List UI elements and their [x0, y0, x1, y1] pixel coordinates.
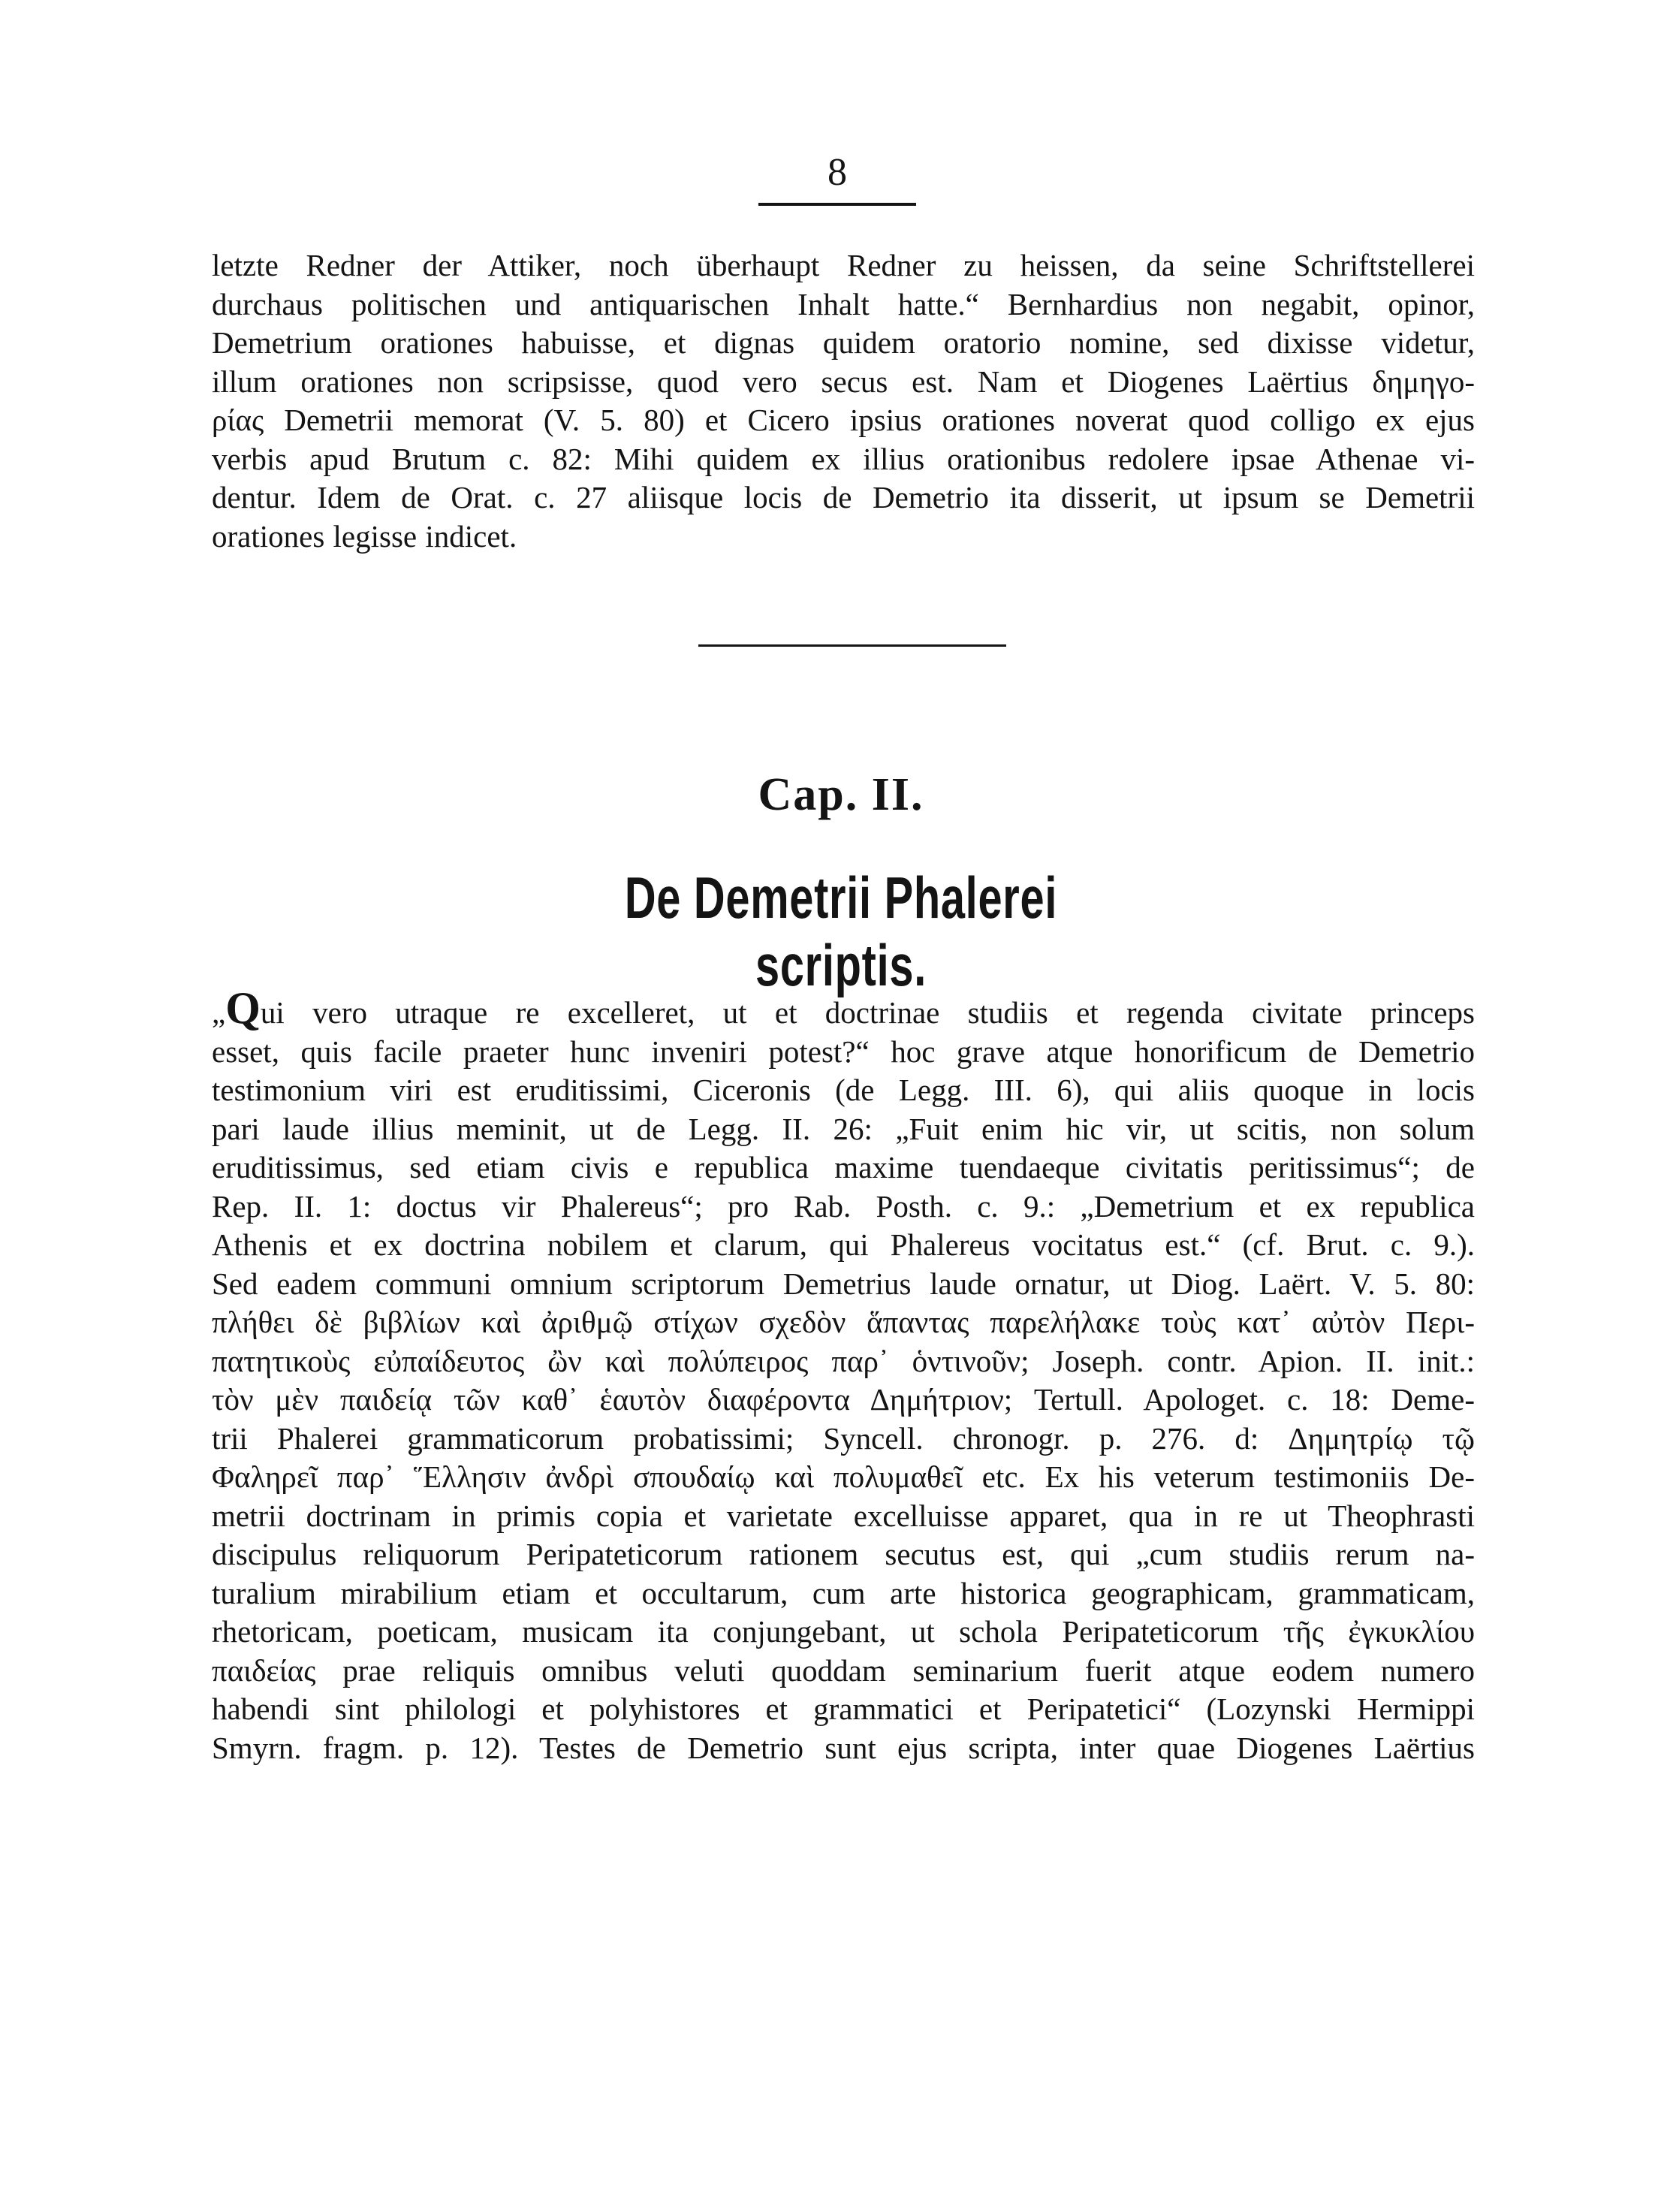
text-line: discipulus reliquorum Peripateticorum rationem secutus est, qui „cum studiis rerum na-	[212, 1537, 1475, 1571]
drop-cap: Q	[225, 983, 261, 1033]
chapter-label: Cap. II.	[758, 769, 924, 820]
text-line: eruditissimus, sed etiam civis e republica maxime tuendaeque civitatis peritissimus“; de	[212, 1150, 1475, 1184]
text-line: παιδείας prae reliquis omnibus veluti quoddam seminarium fuerit atque eodem numero	[212, 1652, 1475, 1688]
text-line: ρίας Demetrii memorat (V. 5. 80) et Cicero ipsius orationes noverat quod colligo ex ejus	[212, 403, 1475, 437]
section-divider	[698, 644, 1006, 647]
text-line: Athenis et ex doctrina nobilem et clarum, qui Phalereus vocitatus est.“ (cf. Brut. c. 9.).	[212, 1227, 1475, 1262]
opening-quote: „	[212, 995, 226, 1030]
first-line-text: ui vero utraque re excelleret, ut et doctrinae studiis et regenda civitate princeps	[260, 995, 1475, 1030]
text-line: esset, quis facile praeter hunc inveniri potest?“ hoc grave atque honorificum de Demetrio	[212, 1034, 1475, 1069]
chapter-title: De Demetrii Phalerei scriptis.	[624, 865, 1058, 998]
text-line: πλήθει δὲ βιβλίων καὶ ἀριθμῷ στίχων σχεδὸν ἅπαντας παρελήλακε τοὺς κατ᾽ αὐτὸν Περι-	[212, 1305, 1475, 1339]
text-line: durchaus politischen und antiquarischen Inhalt hatte.“ Bernhardius non negabit, opinor,	[212, 286, 1475, 321]
text-line: metrii doctrinam in primis copia et varietate excelluisse apparet, qua in re ut Theophrasti	[212, 1498, 1475, 1533]
text-line: turalium mirabilium etiam et occultarum, cum arte historica geographicam, grammaticam,	[212, 1575, 1475, 1610]
text-line: dentur. Idem de Orat. c. 27 aliisque locis de Demetrio ita disserit, ut ipsum se Demetrii	[212, 480, 1475, 515]
text-line: rhetoricam, poeticam, musicam ita conjungebant, ut schola Peripateticorum τῆς ἐγκυκλίου	[212, 1614, 1475, 1649]
text-line: testimonium viri est eruditissimi, Ciceronis (de Legg. III. 6), qui aliis quoque in locis	[212, 1073, 1475, 1107]
header-rule	[758, 203, 916, 206]
text-line: Φαληρεῖ παρ᾽ Ἕλλησιν ἀνδρὶ σπουδαίῳ καὶ πολυμαθεῖ etc. Ex his veterum testimoniis De-	[212, 1459, 1475, 1494]
paragraph-one	[212, 246, 1475, 556]
text-line: Rep. II. 1: doctus vir Phalereus“; pro Rab. Posth. c. 9.: „Demetrium et ex republica	[212, 1188, 1475, 1224]
text-line: pari laude illius meminit, ut de Legg. II. 26: „Fuit enim hic vir, ut scitis, non solum	[212, 1111, 1475, 1146]
text-line: τὸν μὲν παιδείᾳ τῶν καθ᾽ ἑαυτὸν διαφέροντα Δημήτριον; Tertull. Apologet. c. 18: Deme-	[212, 1382, 1475, 1417]
text-line: orationes legisse indicet.	[212, 518, 517, 554]
text-line: habendi sint philologi et polyhistores et grammatici et Peripatetici“ (Lozynski Hermippi	[212, 1691, 1475, 1726]
text-line: letzte Redner der Attiker, noch überhaupt Redner zu heissen, da seine Schriftstellerei	[212, 248, 1475, 282]
paragraph-two	[212, 983, 1475, 1767]
text-line: Smyrn. fragm. p. 12). Testes de Demetrio sunt ejus scripta, inter quae Diogenes Laërtius	[212, 1730, 1475, 1765]
text-line: illum orationes non scripsisse, quod vero secus est. Nam et Diogenes Laërtius δημηγο-	[212, 364, 1475, 399]
text-line: Demetrium orationes habuisse, et dignas quidem oratorio nomine, sed dixisse videtur,	[212, 325, 1475, 360]
text-line: πατητικοὺς εὐπαίδευτος ὢν καὶ πολύπειρος παρ᾽ ὁντινοῦν; Joseph. contr. Apion. II. init.:	[212, 1343, 1475, 1378]
page-number: 8	[828, 151, 847, 194]
text-line: Sed eadem communi omnium scriptorum Demetrius laude ornatur, ut Diog. Laërt. V. 5. 80:	[212, 1266, 1475, 1301]
text-line: trii Phalerei grammaticorum probatissimi; Syncell. chronogr. p. 276. d: Δημητρίῳ τῷ	[212, 1420, 1475, 1456]
text-line-first	[212, 983, 1475, 1033]
text-line: verbis apud Brutum c. 82: Mihi quidem ex illius orationibus redolere ipsae Athenae vi-	[212, 441, 1475, 476]
